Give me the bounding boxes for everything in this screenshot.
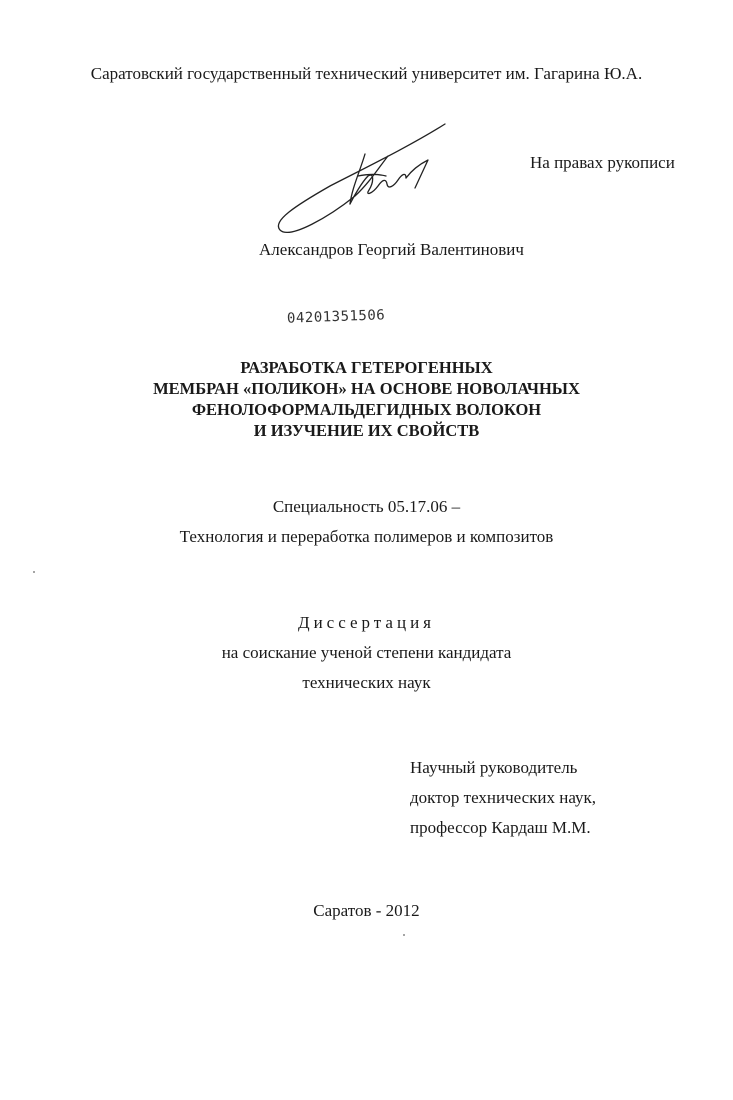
advisor-degree: доктор технических наук, [410, 788, 597, 807]
author-signature [270, 116, 460, 246]
specialty-code: Специальность 05.17.06 – [272, 497, 461, 516]
advisor-block [410, 753, 596, 843]
scan-speck [403, 934, 405, 936]
title-line: ФЕНОЛОФОРМАЛЬДЕГИДНЫХ ВОЛОКОН [191, 400, 542, 419]
degree-purpose-line-1: на соискание ученой степени кандидата [221, 643, 512, 662]
dissertation-label: Диссертация [297, 613, 435, 632]
scan-speck [33, 571, 35, 573]
specialty-name: Технология и переработка полимеров и композитов [179, 527, 554, 546]
title-line: МЕМБРАН «ПОЛИКОН» НА ОСНОВЕ НОВОЛАЧНЫХ [153, 379, 580, 398]
title-line: РАЗРАБОТКА ГЕТЕРОГЕННЫХ [240, 358, 493, 377]
advisor-role: Научный руководитель [410, 758, 578, 777]
degree-purpose-line-2: технических наук [302, 673, 431, 692]
author-name: Александров Георгий Валентинович [259, 240, 524, 259]
dissertation-block [0, 608, 733, 698]
manuscript-rights-note: На правах рукописи [530, 153, 675, 172]
dissertation-title [0, 357, 733, 441]
specialty-block [0, 492, 733, 552]
advisor-name: профессор Кардаш М.М. [410, 818, 591, 837]
registration-number: 04201351506 [286, 307, 386, 327]
university-name: Саратовский государственный технический университет им. Гагарина Ю.А. [90, 64, 643, 83]
city-year: Саратов - 2012 [313, 901, 420, 920]
title-line: И ИЗУЧЕНИЕ ИХ СВОЙСТВ [253, 421, 480, 440]
